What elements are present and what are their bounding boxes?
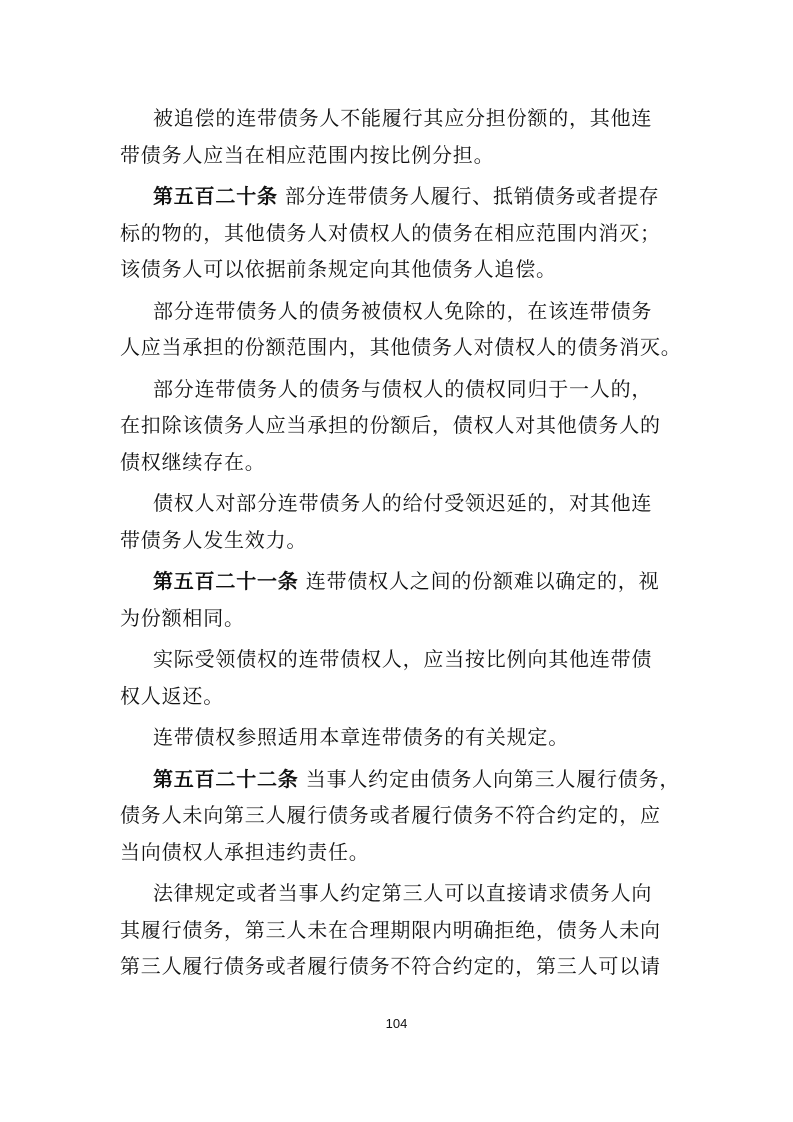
paragraph — [120, 485, 675, 558]
paragraph — [120, 293, 682, 366]
text-line: 在扣除该债务人应当承担的份额后，债权人对其他债务人的 — [120, 413, 661, 437]
article-text: 部分连带债务人履行、抵销债务或者提存 — [277, 184, 660, 208]
text-line: 为份额相同。 — [120, 605, 245, 630]
article-522 — [120, 761, 681, 871]
text-line: 债务人未向第三人履行债务或者履行债务不符合约定的，应 — [120, 803, 661, 827]
text-line: 连带债权参照适用本章连带债务的有关规定。 — [153, 725, 569, 749]
text-line: 第三人履行债务或者履行债务不符合约定的，第三人可以请 — [120, 954, 661, 978]
document-body — [120, 100, 682, 990]
text-line — [120, 178, 675, 215]
page-number: 104 — [385, 1016, 408, 1031]
text-line: 权人返还。 — [120, 683, 224, 708]
paragraph — [120, 719, 675, 756]
article-heading: 第五百二十条 — [153, 184, 278, 208]
article-521 — [120, 563, 675, 636]
paragraph — [120, 875, 675, 985]
article-heading: 第五百二十二条 — [153, 766, 299, 791]
article-text: 当事人约定由债务人向第三人履行债务， — [298, 766, 681, 791]
paragraph — [120, 371, 675, 481]
article-heading: 第五百二十一条 — [153, 569, 299, 593]
article-text: 连带债权人之间的份额难以确定的，视 — [298, 569, 660, 593]
paragraph — [120, 100, 675, 173]
text-line: 带债务人发生效力。 — [120, 527, 308, 552]
text-line: 实际受领债权的连带债权人，应当按比例向其他连带债 — [153, 647, 653, 671]
text-line: 带债务人应当在相应范围内按比例分担。 — [120, 142, 495, 167]
text-line: 法律规定或者当事人约定第三人可以直接请求债务人向 — [153, 881, 653, 905]
text-line: 标的物的，其他债务人对债权人的债务在相应范围内消灭； — [120, 220, 661, 245]
text-line: 债权继续存在。 — [120, 449, 266, 474]
text-line: 该债务人可以依据前条规定向其他债务人追偿。 — [120, 257, 557, 281]
text-line: 部分连带债务人的债务被债权人免除的，在该连带债务 — [153, 298, 653, 323]
text-line: 当向债权人承担违约责任。 — [120, 839, 370, 864]
paragraph — [120, 641, 675, 714]
text-line — [120, 563, 675, 600]
text-line: 其履行债务，第三人未在合理期限内明确拒绝，债务人未向 — [120, 917, 661, 942]
article-520 — [120, 178, 675, 288]
text-line: 被追偿的连带债务人不能履行其应分担份额的，其他连 — [153, 106, 653, 130]
text-line: 债权人对部分连带债务人的给付受领迟延的，对其他连 — [153, 491, 653, 515]
text-line — [120, 761, 681, 798]
text-line: 部分连带债务人的债务与债权人的债权同归于一人的， — [153, 376, 653, 401]
text-line: 人应当承担的份额范围内，其他债务人对债权人的债务消灭。 — [120, 335, 682, 359]
